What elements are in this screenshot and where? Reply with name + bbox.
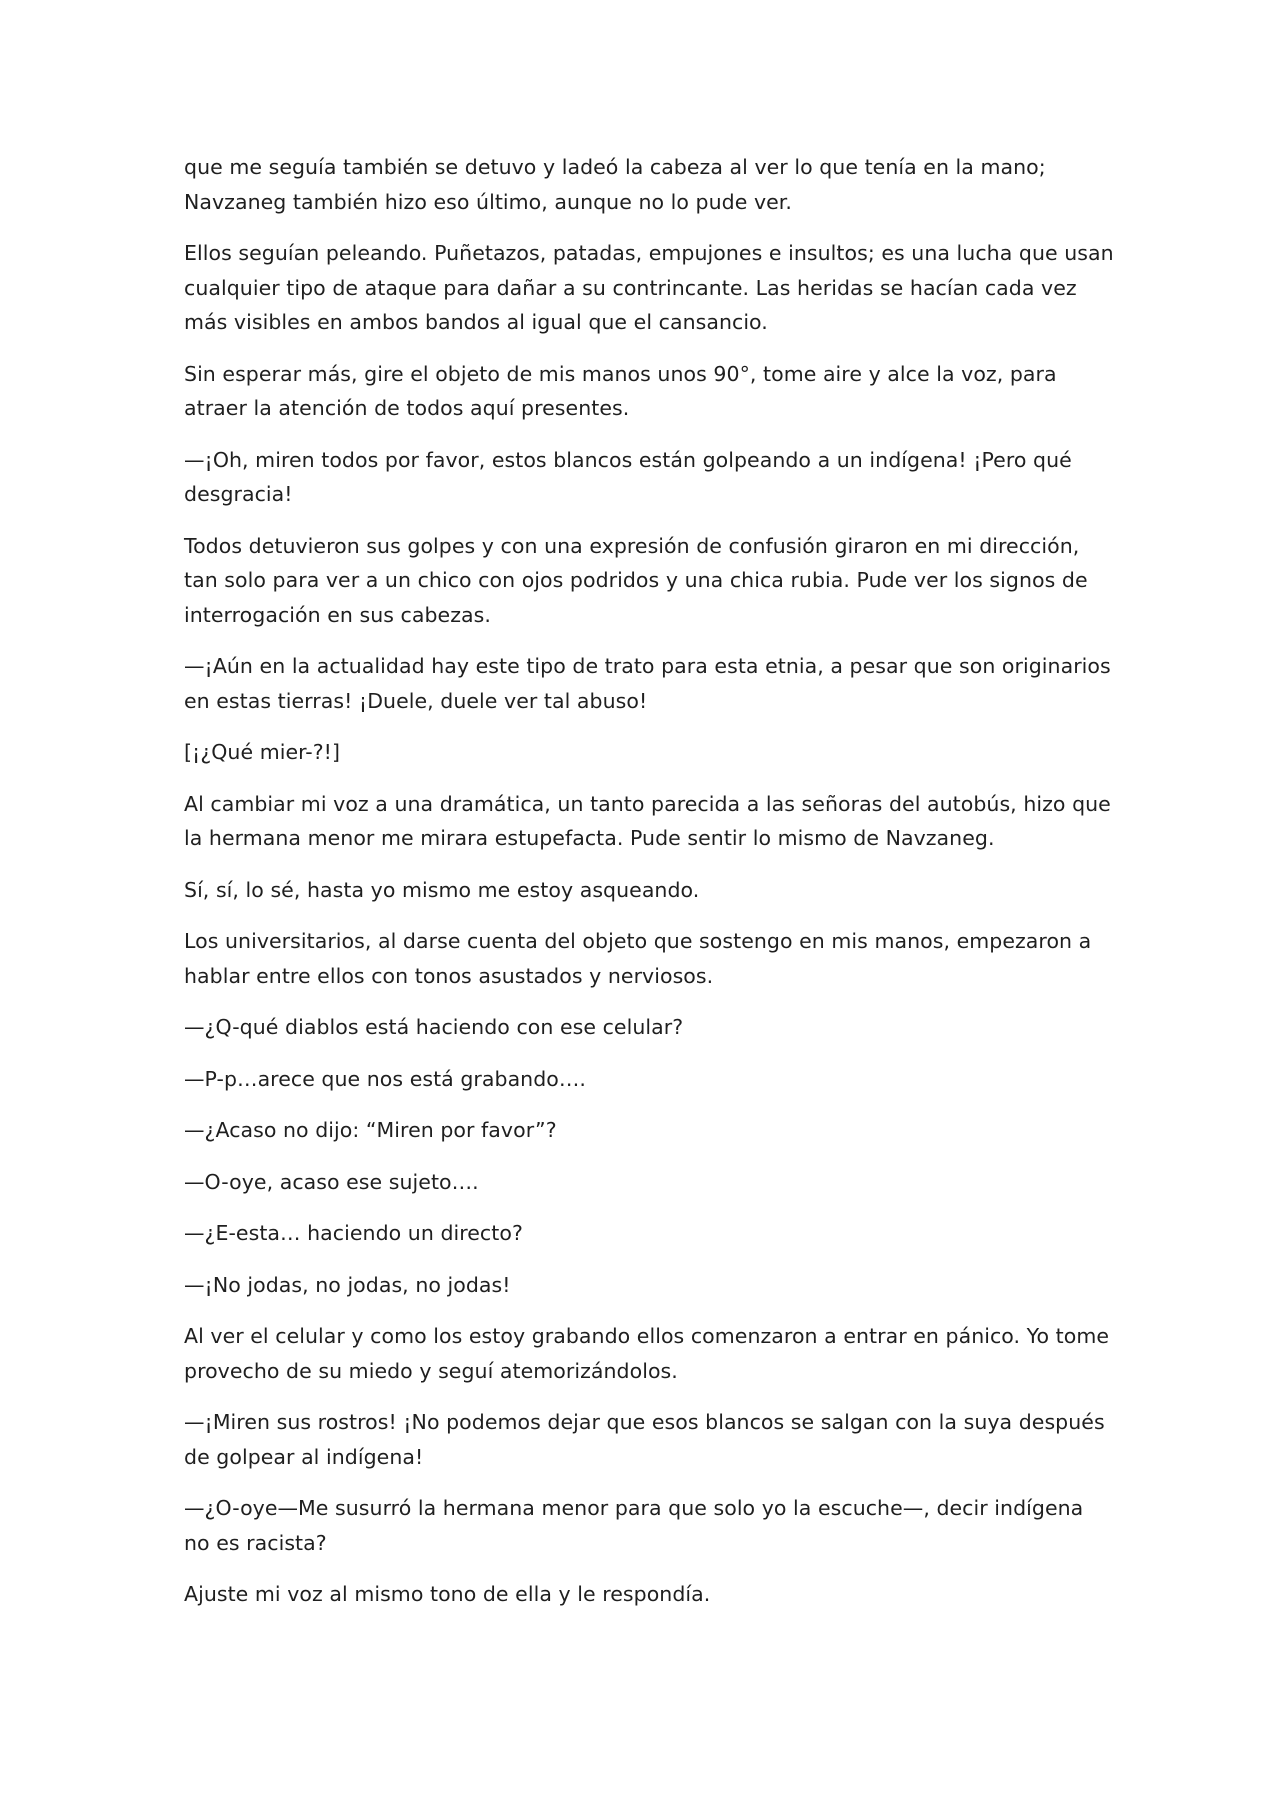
paragraph: que me seguía también se detuvo y ladeó la cabeza al ver lo que tenía en la mano; Navzaneg también hizo eso último, aunque no lo pude ver. <box>184 155 1046 214</box>
paragraph: Al cambiar mi voz a una dramática, un tanto parecida a las señoras del autobús, hizo que la hermana menor me mirara estupefacta. Pude sentir lo mismo de Navzaneg. <box>184 791 1111 850</box>
dialogue-line: —P-p…arece que nos está grabando…. <box>184 1066 586 1091</box>
dialogue-line: —¿Acaso no dijo: “Miren por favor”? <box>184 1118 557 1142</box>
paragraph: Los universitarios, al darse cuenta del objeto que sostengo en mis manos, empezaron a hablar entre ellos con tonos asustados y nerviosos. <box>184 929 1092 988</box>
dialogue-line: —¡Miren sus rostros! ¡No podemos dejar que esos blancos se salgan con la suya después de golpear al indígena! <box>184 1410 1105 1469</box>
paragraph: Ellos seguían peleando. Puñetazos, patadas, empujones e insultos; es una lucha que usan cualquier tipo de ataque para dañar a su contrincante. Las heridas se hacían cada vez más visibles en ambos bandos al igual que el cansancio. <box>184 241 1114 334</box>
dialogue-line: —¿O-oye—Me susurró la hermana menor para que solo yo la escuche—, decir indígena no es racista? <box>184 1496 1084 1555</box>
bracketed-thought: [¡¿Qué mier-?!] <box>184 740 340 764</box>
paragraph: Sin esperar más, gire el objeto de mis manos unos 90°, tome aire y alce la voz, para atraer la atención de todos aquí presentes. <box>184 361 1057 420</box>
paragraph: Al ver el celular y como los estoy grabando ellos comenzaron a entrar en pánico. Yo tome provecho de su miedo y seguí atemorizándolos. <box>184 1324 1110 1383</box>
dialogue-line: —¿E-esta… haciendo un directo? <box>184 1221 523 1245</box>
dialogue-line: —O-oye, acaso ese sujeto…. <box>184 1169 479 1194</box>
dialogue-line: —¿Q-qué diablos está haciendo con ese celular? <box>184 1015 684 1039</box>
dialogue-line: —¡Aún en la actualidad hay este tipo de trato para esta etnia, a pesar que son originarios en estas tierras! ¡Duele, duele ver tal abuso! <box>184 654 1111 713</box>
paragraph: Ajuste mi voz al mismo tono de ella y le respondía. <box>184 1582 711 1606</box>
paragraph: Todos detuvieron sus golpes y con una expresión de confusión giraron en mi dirección, tan solo para ver a un chico con ojos podridos y una chica rubia. Pude ver los signos de interrogación en sus cabezas. <box>184 533 1088 627</box>
dialogue-line: —¡Oh, miren todos por favor, estos blancos están golpeando a un indígena! ¡Pero qué desgracia! <box>184 447 1072 506</box>
dialogue-line: —¡No jodas, no jodas, no jodas! <box>184 1272 511 1297</box>
paragraph: Sí, sí, lo sé, hasta yo mismo me estoy asqueando. <box>184 877 700 902</box>
document-body <box>184 150 1114 1629</box>
